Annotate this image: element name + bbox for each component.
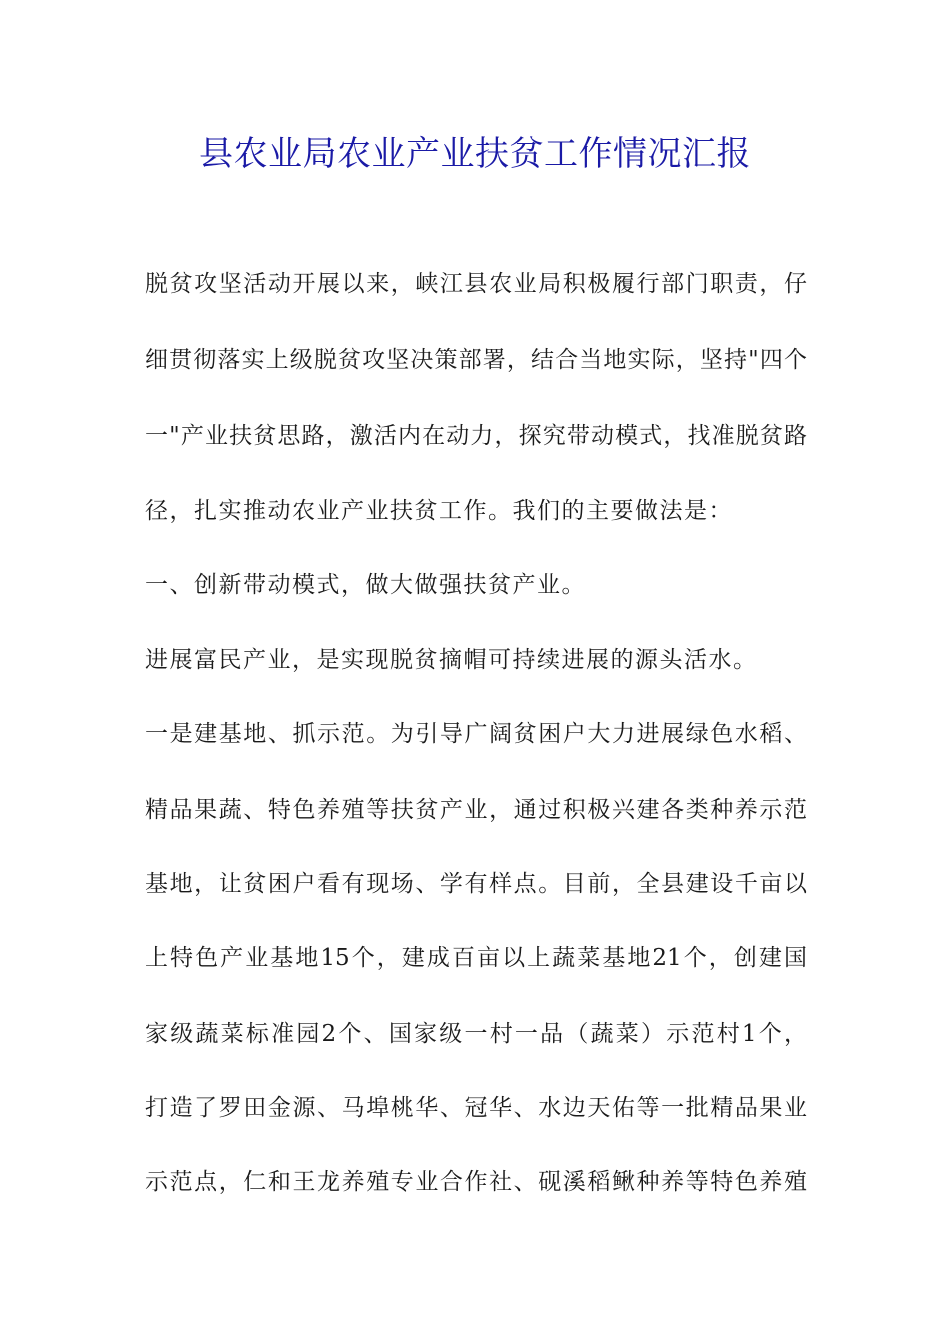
paragraph-line: 细贯彻落实上级脱贫攻坚决策部署，结合当地实际，坚持"四个	[145, 347, 807, 373]
paragraph-line: 脱贫攻坚活动开展以来，峡江县农业局积极履行部门职责，仔	[145, 271, 807, 297]
section-heading: 一、创新带动模式，做大做强扶贫产业。	[145, 572, 586, 598]
paragraph-line: 一"产业扶贫思路，激活内在动力，探究带动模式，找准脱贫路	[145, 423, 807, 449]
paragraph-line: 基地，让贫困户看有现场、学有样点。目前，全县建设千亩以	[145, 871, 807, 897]
paragraph-line: 进展富民产业，是实现脱贫摘帽可持续进展的源头活水。	[145, 647, 758, 673]
paragraph-line: 上特色产业基地15个，建成百亩以上蔬菜基地21个，创建国	[145, 945, 807, 971]
paragraph-line: 示范点，仁和王龙养殖专业合作社、砚溪稻鳅种养等特色养殖	[145, 1169, 807, 1195]
paragraph-line: 家级蔬菜标准园2个、国家级一村一品（蔬菜）示范村1个，	[145, 1021, 807, 1047]
paragraph-line: 打造了罗田金源、马埠桃华、冠华、水边天佑等一批精品果业	[145, 1095, 807, 1121]
paragraph-line: 径，扎实推动农业产业扶贫工作。我们的主要做法是：	[145, 498, 733, 524]
paragraph-line: 一是建基地、抓示范。为引导广阔贫困户大力进展绿色水稻、	[145, 721, 807, 747]
paragraph-line: 精品果蔬、特色养殖等扶贫产业，通过积极兴建各类种养示范	[145, 797, 807, 823]
document-title: 县农业局农业产业扶贫工作情况汇报	[199, 134, 751, 174]
